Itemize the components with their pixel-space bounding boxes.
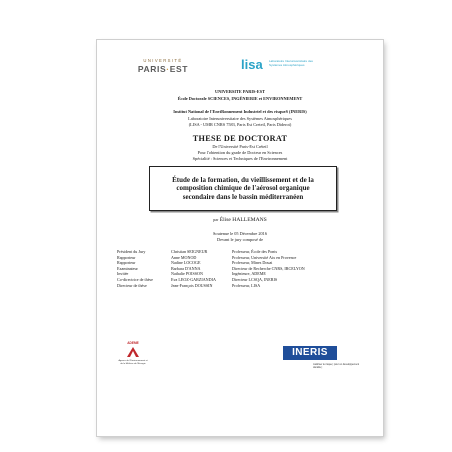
- jury-member-affiliation: Professeur, LISA: [232, 282, 261, 288]
- jury-member-affiliation: Professeur, École des Ponts: [232, 249, 278, 254]
- jury-role: Examinateur: [117, 265, 138, 271]
- thesis-grade-line: Pour l'obtention du grade de Docteur en Sciences: [197, 150, 283, 155]
- jury-role: Président du Jury: [117, 249, 146, 254]
- jury-member-affiliation: Professeur, Université Aix en Provence: [232, 254, 297, 260]
- upe-logo-main-text: [131, 64, 195, 74]
- jury-member-name: Barbara D'ANNA: [171, 265, 201, 271]
- institute-name: Institut National de l'EnviRonnement Industriel et des risqueS (INERIS): [173, 109, 307, 114]
- author-name: Élise HALLEMANS: [219, 217, 267, 223]
- jury-intro: Devant le jury composé de: [216, 237, 264, 242]
- jury-member-name: Eva LEOZ-GARZIANDIA: [171, 277, 216, 282]
- upe-logo-est: EST: [169, 64, 189, 74]
- doctoral-school: École Doctorale SCIENCES, INGÉNIERIE et ENVIRONNEMENT: [177, 96, 303, 101]
- thesis-title-line: secondaire dans le bassin méditerranéen: [182, 192, 304, 201]
- thesis-cover-page: [97, 40, 383, 436]
- defense-date: Soutenue le 05 Décembre 2016: [213, 231, 267, 236]
- lisa-logo-word: lisa: [241, 57, 263, 72]
- thesis-heading: THESE DE DOCTORAT: [192, 134, 288, 143]
- jury-role: Directeur de thèse: [117, 282, 147, 288]
- ineris-logo: [283, 346, 365, 376]
- thesis-university-line: De l'Université Paris-Est Créteil: [212, 144, 268, 149]
- jury-member-name: Christian SEIGNEUR: [171, 249, 208, 254]
- thesis-specialty-line: Spécialité : Sciences et Techniques de l'Environnement: [192, 156, 288, 161]
- thesis-title-line: composition chimique de l'aérosol organique: [176, 184, 310, 193]
- jury-member-affiliation: Ingénieure, ADEME: [232, 271, 266, 277]
- thesis-title-line: Étude de la formation, du vieillissement et de la: [172, 175, 314, 184]
- upe-logo-paris: PARIS: [137, 64, 167, 74]
- jury-member-affiliation: Directeur LCSQA, INERIS: [232, 277, 278, 282]
- ademe-mark-icon: [126, 346, 140, 358]
- jury-role: Rapporteur: [117, 254, 136, 260]
- author-line: [97, 216, 383, 224]
- upe-logo-separator: ·: [166, 64, 170, 74]
- universite-paris-est-logo: [131, 58, 195, 84]
- ademe-logo-subtext: Agence de l'Environnement et de la Maîtrise de l'Energie: [118, 360, 148, 365]
- jury-member-affiliation: Directeur de Recherche CNRS, IRCELYON: [232, 265, 305, 271]
- lisa-logo: [241, 57, 321, 79]
- jury-role: Co-directrice de thèse: [117, 277, 153, 282]
- lab-detail: (LISA - UMR CNRS 7583, Paris Est Creteil, Paris Diderot): [188, 122, 292, 127]
- ademe-logo-word: ADEME: [127, 341, 139, 345]
- jury-table: [97, 249, 383, 291]
- ademe-logo: [117, 342, 153, 376]
- lab-name: Laboratoire Interuniversitaire des Systèmes Atmosphériques: [188, 116, 292, 121]
- jury-role: Invitée: [117, 271, 129, 277]
- jury-member-name: Nathalie POISSON: [171, 271, 203, 277]
- jury-member-name: Anne MONOD: [171, 254, 197, 260]
- ineris-logo-subtext: maîtriser le risque | pour un développement durable |: [313, 363, 360, 369]
- lisa-logo-text: Laboratoire Interuniversitaire des Systèmes Atmosphériques: [269, 59, 313, 67]
- author-prefix: par: [213, 217, 219, 222]
- university-name: UNIVERSITE PARIS-EST: [215, 89, 265, 94]
- ineris-logo-word: INERIS: [292, 347, 328, 358]
- jury-member-name: Jean-François DOUSSIN: [171, 282, 213, 288]
- upe-logo-top-text: UNIVERSITÉ: [143, 58, 183, 63]
- jury-member-name: Nadine LOCOGE: [171, 260, 201, 266]
- jury-role: Rapporteur: [117, 260, 136, 266]
- jury-member-affiliation: Professeur, Mines Douai: [232, 260, 273, 266]
- thesis-title-box: [149, 166, 337, 211]
